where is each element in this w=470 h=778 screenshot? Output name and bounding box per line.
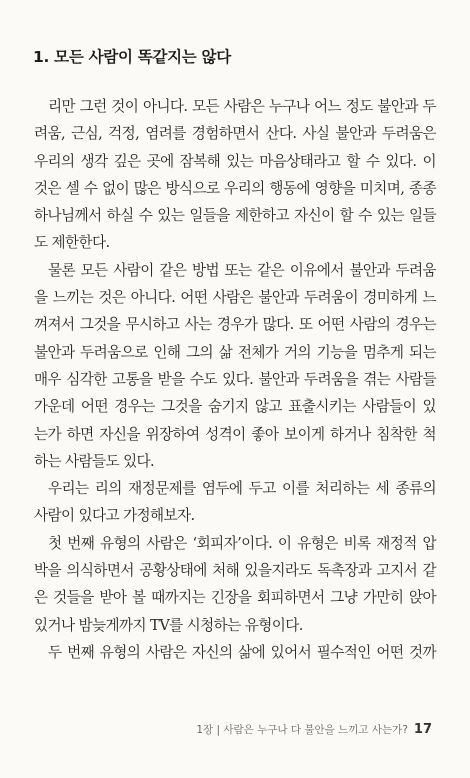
text-line: 려움, 근심, 걱정, 염려를 경험하면서 산다. 사실 불안과 두려움은 — [34, 125, 436, 143]
text-line: 하는 사람들도 있다. — [34, 452, 155, 470]
text-line: 우리는 리의 재정문제를 염두에 두고 이를 처리하는 세 종류의 — [48, 480, 436, 498]
text-line: 도 제한한다. — [34, 234, 110, 252]
text-line: 껴져서 그것을 무시하고 사는 경우가 많다. 또 어떤 사람의 경우는 — [34, 316, 436, 334]
text-line: 가운데 어떤 경우는 그것을 숨기지 않고 표출시키는 사람들이 있 — [34, 398, 436, 416]
text-line: 을 느끼는 것은 아니다. 어떤 사람은 불안과 두려움이 경미하게 느 — [34, 289, 436, 307]
text-line: 사람이 있다고 가정해보자. — [34, 507, 195, 525]
text-line: 두 번째 유형의 사람은 자신의 삶에 있어서 필수적인 어떤 것까 — [48, 643, 436, 661]
text-line: 불안과 두려움으로 인해 그의 삶 전체가 거의 기능을 멈추게 되는 — [34, 343, 436, 361]
text-line: 는가 하면 자신을 위장하여 성격이 좋아 보이게 하거나 침착한 척 — [34, 425, 436, 443]
text-line: 박을 의식하면서 공황상태에 처해 있을지라도 독촉장과 고지서 같 — [34, 562, 436, 580]
text-line: 물론 모든 사람이 같은 방법 또는 같은 이유에서 불안과 두려움 — [48, 261, 436, 279]
text-line: 있거나 밤늦게까지 TV를 시청하는 유형이다. — [34, 616, 303, 634]
running-header: 1장 | 사람은 누구나 다 불안을 느끼고 사는가? — [196, 724, 408, 736]
text-line: 우리의 생각 깊은 곳에 잠복해 있는 마음상태라고 할 수 있다. 이 — [34, 152, 436, 170]
text-line: 매우 심각한 고통을 받을 수도 있다. 불안과 두려움을 겪는 사람들 — [34, 370, 436, 388]
text-line: 첫 번째 유형의 사람은 ‘회피자’이다. 이 유형은 비록 재정적 압 — [48, 534, 436, 552]
section-heading: 1. 모든 사람이 똑같지는 않다 — [33, 48, 231, 66]
page-footer — [196, 722, 432, 737]
page-number: 17 — [413, 722, 432, 737]
body-text — [34, 93, 436, 666]
text-line: 하나님께서 하실 수 있는 일들을 제한하고 자신이 할 수 있는 일들 — [34, 207, 436, 225]
text-line: 것은 셀 수 없이 많은 방식으로 우리의 행동에 영향을 미치며, 종종 — [34, 179, 436, 197]
text-line: 은 것들을 받아 볼 때까지는 긴장을 회피하면서 그냥 가만히 앉아 — [34, 589, 436, 607]
text-line: 리만 그런 것이 아니다. 모든 사람은 누구나 어느 정도 불안과 두 — [48, 98, 436, 115]
